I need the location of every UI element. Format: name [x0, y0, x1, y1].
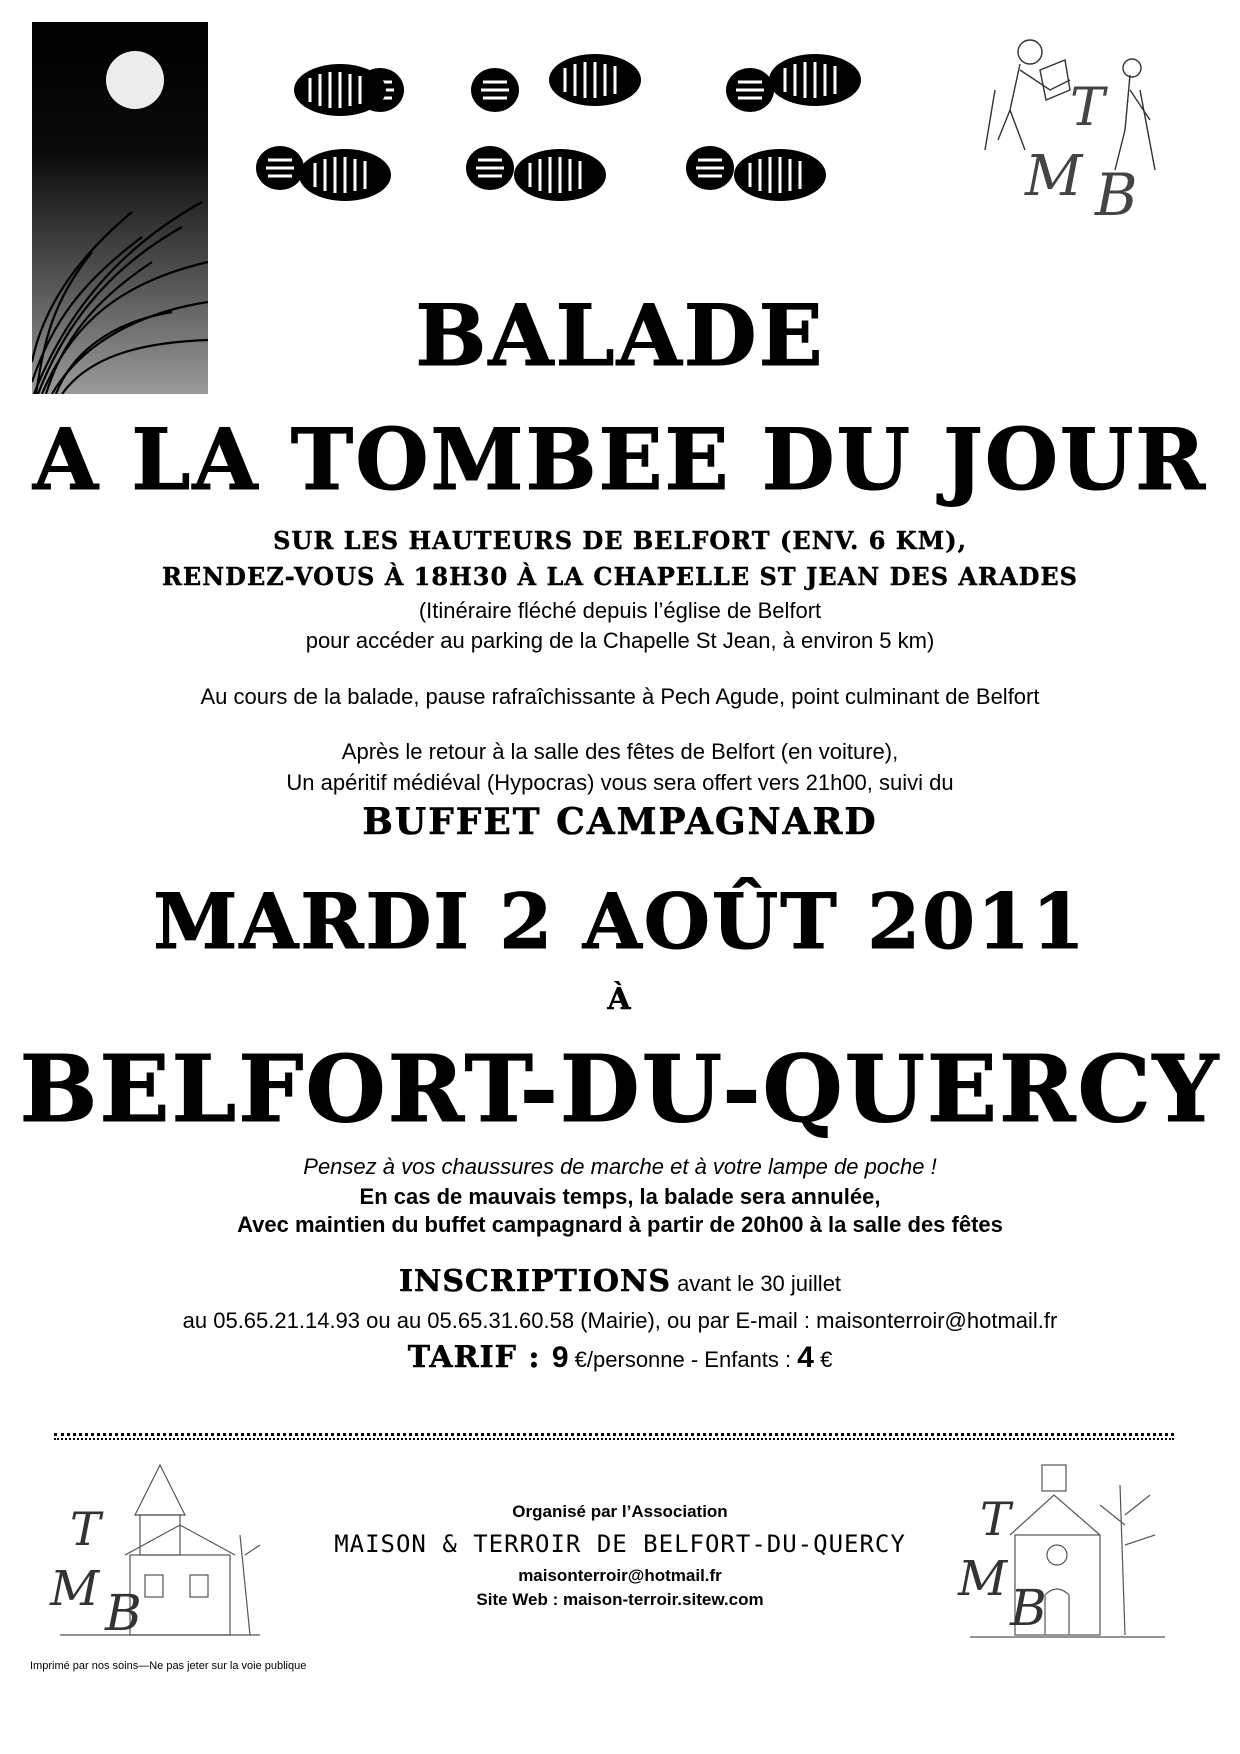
event-date: MARDI 2 AOÛT 2011	[153, 877, 1087, 966]
footprint-icon	[466, 146, 606, 201]
return-line2: Un apéritif médiéval (Hypocras) vous sera offert vers 21h00, suivi du	[286, 770, 954, 795]
registration-label: INSCRIPTIONS	[398, 1264, 672, 1299]
logo-letter-b: B	[1010, 1579, 1047, 1637]
footprint-icon	[294, 64, 404, 116]
itinerary-line2: pour accéder au parking de la Chapelle St Jean, à environ 5 km)	[305, 628, 935, 653]
footprint-icon	[256, 146, 391, 201]
child-price: 4	[797, 1341, 814, 1374]
logo-letter-m: M	[1025, 144, 1083, 209]
weather-line2: Avec maintien du buffet campagnard à partir de 20h00 à la salle des fêtes	[237, 1212, 1003, 1237]
logo-letter-b: B	[1095, 161, 1138, 229]
logo-letter-m: M	[50, 1561, 100, 1617]
dotted-separator	[54, 1438, 1174, 1440]
meeting-line: RENDEZ-VOUS À 18H30 À LA CHAPELLE ST JEAN DES ARADES	[161, 562, 1079, 591]
moon-icon	[106, 51, 164, 109]
footprint-icon	[471, 54, 641, 112]
hiker-logo-icon	[980, 30, 1180, 230]
org-email[interactable]: maisonterroir@hotmail.fr	[518, 1566, 722, 1585]
logo-letter-t: T	[70, 1502, 101, 1556]
event-place: BELFORT-DU-QUERCY	[19, 1035, 1221, 1143]
organised-by: Organisé par l’Association	[512, 1502, 728, 1521]
child-unit: €	[813, 1347, 833, 1372]
title-balade: BALADE	[415, 286, 825, 385]
reminder-line: Pensez à vos chaussures de marche et à votre lampe de poche !	[303, 1154, 937, 1179]
adult-price: 9	[551, 1341, 569, 1374]
return-line1: Après le retour à la salle des fêtes de Belfort (en voiture),	[341, 739, 899, 764]
tarif-line	[0, 1340, 1240, 1375]
logo-letter-m: M	[958, 1551, 1008, 1607]
weather-line1: En cas de mauvais temps, la balade sera annulée,	[359, 1184, 881, 1209]
logo-letter-b: B	[105, 1584, 142, 1642]
org-website[interactable]: Site Web : maison-terroir.sitew.com	[476, 1590, 764, 1609]
org-name: MAISON & TERROIR DE BELFORT-DU-QUERCY	[334, 1530, 906, 1558]
registration-line	[0, 1264, 1240, 1299]
logo-letter-t: T	[1070, 78, 1105, 138]
footprints	[250, 40, 970, 225]
footprint-icon	[686, 146, 826, 201]
itinerary-line1: (Itinéraire fléché depuis l’église de Belfort	[418, 598, 822, 623]
event-a: À	[607, 982, 633, 1017]
pause-line: Au cours de la balade, pause rafraîchissante à Pech Agude, point culminant de Belfort	[200, 684, 1040, 709]
registration-contacts: au 05.65.21.14.93 ou au 05.65.31.60.58 (Mairie), ou par E-mail : maisonterroir@hotmail.fr	[182, 1308, 1058, 1333]
footprint-icon	[726, 54, 861, 112]
dotted-separator	[54, 1433, 1174, 1436]
buffet-heading: BUFFET CAMPAGNARD	[362, 801, 878, 843]
location-line: SUR LES HAUTEURS DE BELFORT (ENV. 6 KM),	[273, 526, 967, 555]
title-tombee-du-jour: A LA TOMBEE DU JOUR	[32, 410, 1208, 509]
tarif-label: TARIF :	[407, 1340, 552, 1375]
adult-unit: €/personne - Enfants :	[568, 1347, 798, 1372]
registration-deadline: avant le 30 juillet	[671, 1271, 842, 1296]
logo-letter-t: T	[980, 1492, 1011, 1546]
printed-note: Imprimé par nos soins—Ne pas jeter sur la voie publique	[30, 1660, 307, 1672]
